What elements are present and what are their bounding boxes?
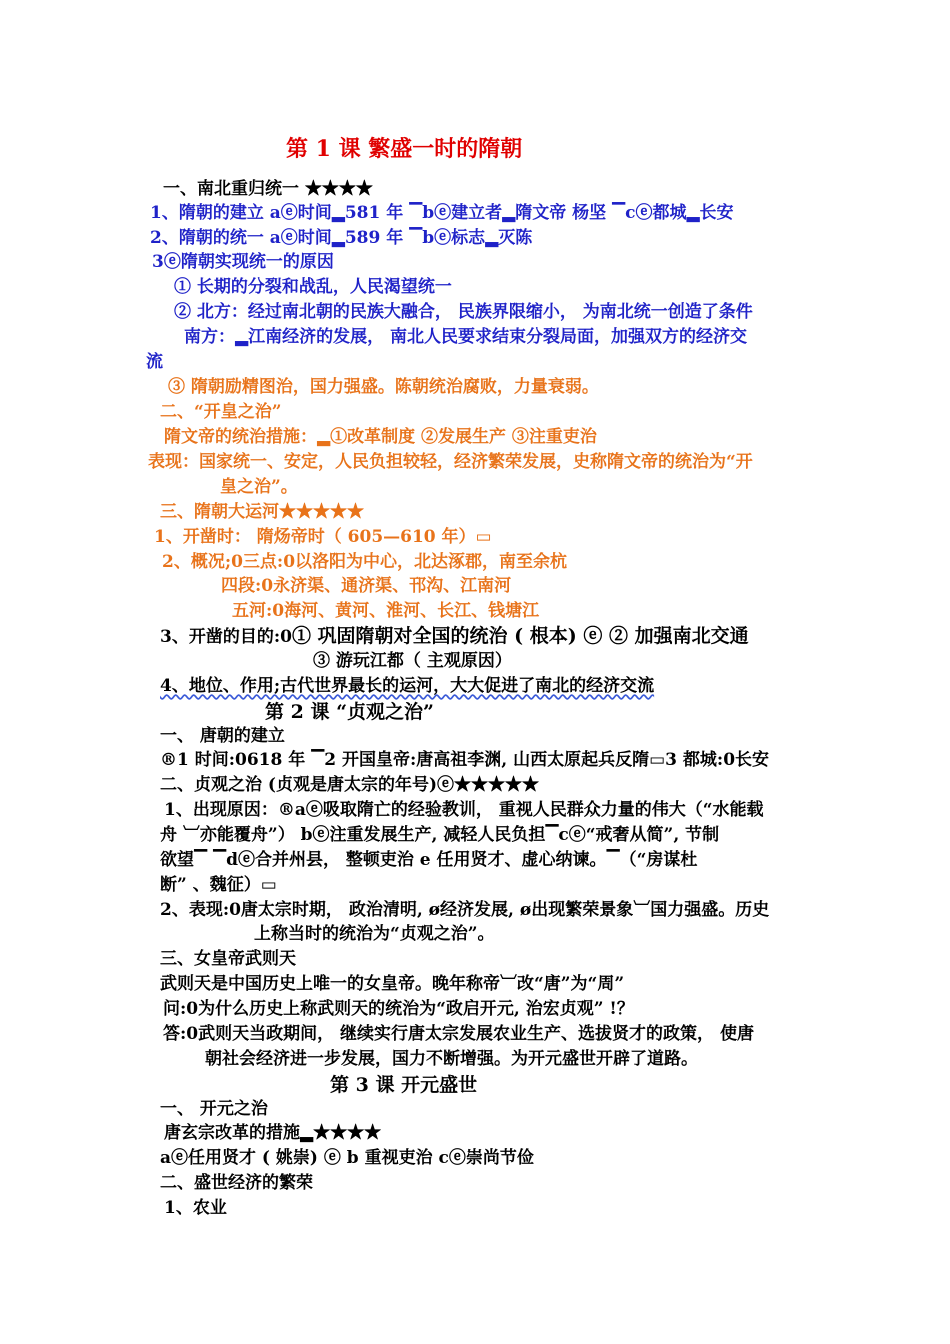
text-line: 问:0为什么历史上称武则天的统治为“政启开元, 治宏贞观” !？ bbox=[163, 999, 634, 1019]
text-line: 1、出现原因：®aⓔ吸取隋亡的经验教训， 重视人民群众力量的伟大（“水能载 bbox=[164, 800, 764, 820]
text-line: 南方：▂江南经济的发展， 南北人民要求结束分裂局面，加强双方的经济交 bbox=[184, 327, 747, 347]
text-line: ③ 游玩江都（ 主观原因） bbox=[313, 651, 512, 671]
text-line: ③ 隋朝励精图治，国力强盛。陈朝统治腐败，力量衰弱。 bbox=[168, 377, 599, 397]
lesson3-title: 第 3 课 开元盛世 bbox=[330, 1074, 478, 1096]
text-line: ®1 时间:0618 年 ▔2 开国皇帝:唐高祖李渊, 山西太原起兵反隋▭3 都城:0长安 bbox=[160, 750, 770, 770]
section-heading: 一、 唐朝的建立 bbox=[160, 726, 285, 746]
text-line: 断” 、魏征）▭ bbox=[160, 875, 277, 895]
text-line: aⓔ任用贤才 ( 姚崇) ⓔ b 重视吏治 cⓔ崇尚节俭 bbox=[160, 1148, 534, 1168]
section-heading: 一、 开元之治 bbox=[160, 1099, 268, 1119]
text-line: 五河:0海河、黄河、淮河、长江、钱塘江 bbox=[232, 601, 540, 621]
text-line: 3ⓔ隋朝实现统一的原因 bbox=[152, 252, 334, 272]
section-heading: 三、女皇帝武则天 bbox=[160, 949, 296, 969]
section-heading: 三、隋朝大运河★★★★★ bbox=[160, 502, 364, 522]
text-line: 唐玄宗改革的措施▂★★★★ bbox=[164, 1123, 382, 1143]
text-line: 4、地位、作用;古代世界最长的运河，大大促进了南北的经济交流 bbox=[160, 676, 655, 696]
section-heading: 二、“开皇之治” bbox=[160, 402, 282, 422]
text-line: 2、概况;0三点:0以洛阳为中心，北达涿郡，南至余杭 bbox=[162, 552, 568, 572]
text-line: 1、农业 bbox=[164, 1198, 227, 1218]
text-line: 流 bbox=[146, 352, 163, 372]
section-heading: 二、盛世经济的繁荣 bbox=[160, 1173, 313, 1193]
text-line: 武则天是中国历史上唯一的女皇帝。晚年称帝︺改“唐”为“周” bbox=[160, 974, 625, 994]
text-line: 1、开凿时： 隋炀帝时（ 605—610 年）▭ bbox=[154, 527, 492, 547]
text-line: 2、表现:0唐太宗时期， 政治清明, ø经济发展, ø出现繁荣景象︺国力强盛。历史 bbox=[160, 900, 770, 920]
text-line: 隋文帝的统治措施：▂①改革制度 ②发展生产 ③注重吏治 bbox=[164, 427, 597, 447]
text-line: 答:0武则天当政期间， 继续实行唐太宗发展农业生产、选拔贤才的政策， 使唐 bbox=[163, 1024, 754, 1044]
section-heading: 一、南北重归统一 ★★★★ bbox=[163, 179, 373, 199]
text-line: 舟 ︺亦能覆舟”） bⓔ注重发展生产, 减轻人民负担▔cⓔ“戒奢从简”, 节制 bbox=[160, 825, 720, 845]
lesson1-title: 第 1 课 繁盛一时的隋朝 bbox=[286, 136, 523, 162]
section-heading: 二、贞观之治 (贞观是唐太宗的年号)ⓔ★★★★★ bbox=[160, 775, 540, 795]
purpose-label: 3、开凿的目的:0 bbox=[160, 627, 292, 647]
text-line: 表现：国家统一、安定，人民负担较轻，经济繁荣发展，史称隋文帝的统治为“开 bbox=[148, 452, 753, 472]
text-line: 四段:0永济渠、通济渠、邗沟、江南河 bbox=[221, 576, 512, 596]
text-line bbox=[160, 625, 749, 648]
text-line: 上称当时的统治为“贞观之治”。 bbox=[254, 924, 495, 944]
text-line: 1、隋朝的建立 aⓔ时间▂581 年 ▔bⓔ建立者▂隋文帝 杨坚 ▔cⓔ都城▂长安 bbox=[150, 203, 734, 223]
purpose-items: ① 巩固隋朝对全国的统治 ( 根本) ⓔ ② 加强南北交通 bbox=[291, 625, 749, 647]
text-line: 2、隋朝的统一 aⓔ时间▂589 年 ▔bⓔ标志▂灭陈 bbox=[150, 228, 533, 248]
text-line: 皇之治”。 bbox=[220, 477, 298, 497]
text-line: ② 北方：经过南北朝的民族大融合， 民族界限缩小， 为南北统一创造了条件 bbox=[174, 302, 753, 322]
lesson2-title: 第 2 课 “贞观之治” bbox=[265, 701, 434, 723]
text-line: ① 长期的分裂和战乱，人民渴望统一 bbox=[174, 277, 452, 297]
text-line: 欲望▔ ▔dⓔ合并州县， 整顿吏治 e 任用贤才、虚心纳谏。▔（“房谋杜 bbox=[160, 850, 698, 870]
text-line: 朝社会经济进一步发展，国力不断增强。为开元盛世开辟了道路。 bbox=[205, 1049, 698, 1069]
